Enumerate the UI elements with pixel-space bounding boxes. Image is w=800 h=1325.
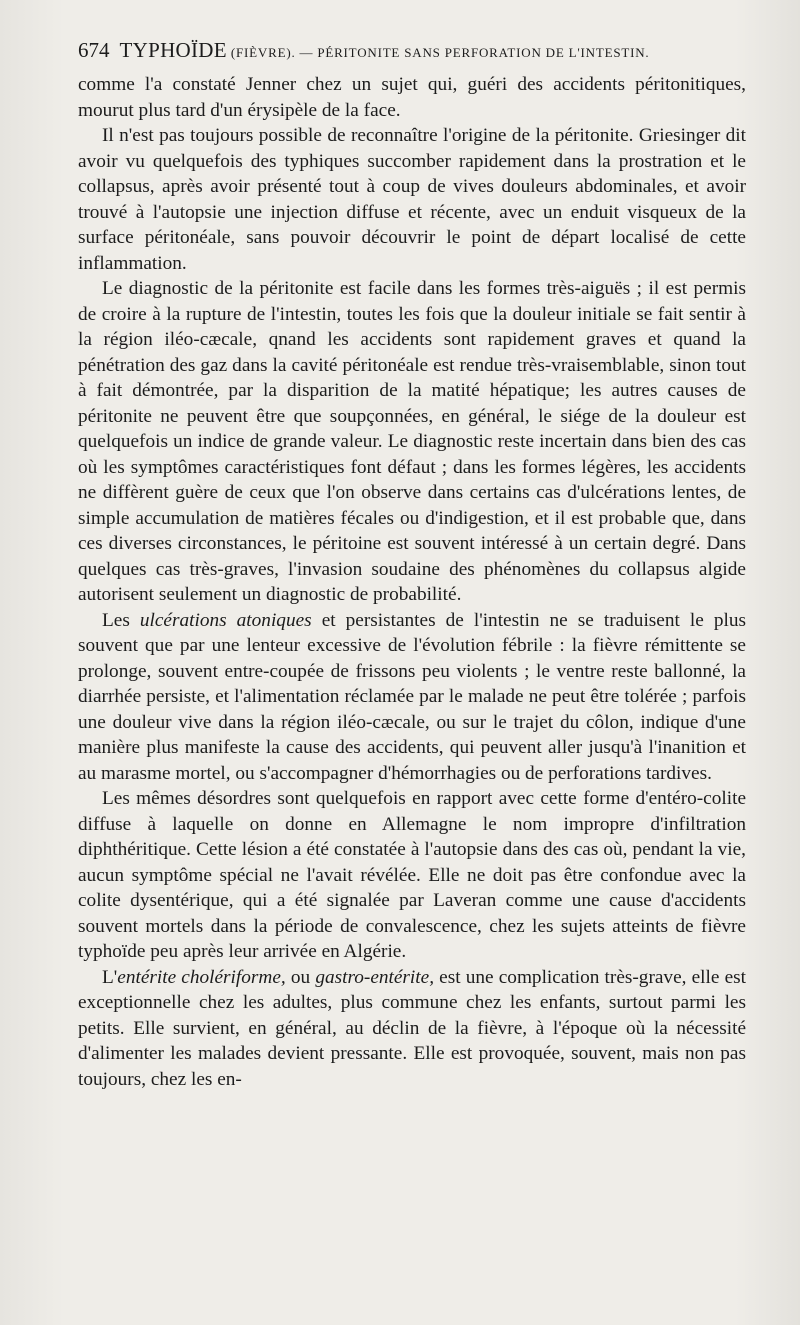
paragraph-entero-colite [78,786,746,965]
header-title: TYPHOÏDE [119,38,227,62]
paragraph-ulcerations [78,608,746,787]
paragraph-text: est une complication très-grave, elle est exceptionnelle chez les adultes, plus commune chez les enfants, surtout parmi les petits. Elle survient, en général, au déclin de la fièvre, à l'époque où la nécessité d'alimenter les malades devient pressante. Elle est provoquée, souvent, mais non pas toujours, chez les en- [78,966,746,1090]
paragraph-continuation [78,72,746,123]
header-subtitle-part1: (FIÈVRE). [230,45,296,60]
paragraph-text: Le diagnostic de la péritonite est facile dans les formes très-aiguës ; il est permis de croire à la rupture de l'intestin, toutes les fois que la douleur initiale se fait sentir à la région iléo-cæcale, qnand les accidents sont rapidement graves et quand la pénétration des gaz dans la cavité péritonéale est rendue très-vraisemblable, sinon tout à fait démontrée, par la disparition de la matité hépatique; les autres causes de péritonite ne peuvent être que soupçonnées, en général, le siége de la douleur est quelquefois un indice de grande valeur. Le diagnostic reste incertain dans bien des cas où les symptômes caractéristiques font défaut ; dans les formes légères, les accidents ne diffèrent guère de ceux que l'on observe dans certains cas d'ulcérations lentes, de simple accumulation de matières fécales ou d'indigestion, et il est probable que, dans ces diverses circonstances, le péritoine est souvent intéressé à un certain degré. Dans quelques cas très-graves, l'invasion soudaine des phénomènes du collapsus algide autorisent seulement un diagnostic de probabilité. [78,278,746,605]
paragraph-text: et persistantes de l'intestin ne se traduisent le plus souvent que par une lenteur excessive de l'évolution fébrile : la fièvre rémittente se prolonge, souvent entre-coupée de frissons peu violents ; le ventre reste ballonné, la diarrhée persiste, et l'alimentation réclamée par le malade ne peut être tolérée ; parfois une douleur vive dans la région iléo-cæcale, ou sur le trajet du côlon, indique d'une manière plus manifeste la cause des accidents, qui peuvent aller jusqu'à l'inanition et au marasme mortel, ou s'accompagner d'hémorrhagies ou de perforations tardives. [78,609,746,784]
paragraph-emphasis-2: gastro-entérite, [315,966,435,988]
paragraph-emphasis: ulcérations atoniques [139,609,312,631]
paragraph-emphasis: entérite cholériforme, [117,966,286,988]
page-number: 674 [78,38,110,62]
paragraph-diagnostic [78,276,746,608]
body-text [78,72,746,1092]
paragraph-text: comme l'a constaté Jenner chez un sujet qui, guéri des accidents péritonitiques, mourut plus tard d'un érysipèle de la face. [78,74,746,121]
header-subtitle-part2: PÉRITONITE SANS PERFORATION DE L'INTESTIN. [317,45,650,60]
header-dash: — [299,45,314,60]
running-header [78,38,758,66]
paragraph-lead: Les [102,609,140,631]
paragraph-connector: ou [285,966,316,988]
paragraph-enterite [78,965,746,1093]
paragraph-text: Il n'est pas toujours possible de reconnaître l'origine de la péritonite. Griesinger dit avoir vu quelquefois des typhiques succomber rapidement dans la prostration et le collapsus, après avoir présenté tout à coup de vives douleurs abdominales, et avoir trouvé à l'autopsie une injection diffuse et récente, avec un enduit visqueux de la surface péritonéale, sans pouvoir découvrir le point de départ localisé de cette inflammation. [78,125,746,274]
paragraph-origin-peritonitis [78,123,746,276]
paragraph-lead: L' [102,966,118,988]
paragraph-text: Les mêmes désordres sont quelquefois en rapport avec cette forme d'entéro-colite diffuse à laquelle on donne en Allemagne le nom impropre d'infiltration diphthéritique. Cette lésion a été constatée à l'autopsie dans des cas où, pendant la vie, aucun symptôme spécial ne l'avait révélée. Elle ne doit pas être confondue avec la colite dysentérique, qui a été signalée par Laveran comme une cause d'accidents souvent mortels dans la période de convalescence, chez les sujets atteints de fièvre typhoïde peu après leur arrivée en Algérie. [78,788,746,962]
